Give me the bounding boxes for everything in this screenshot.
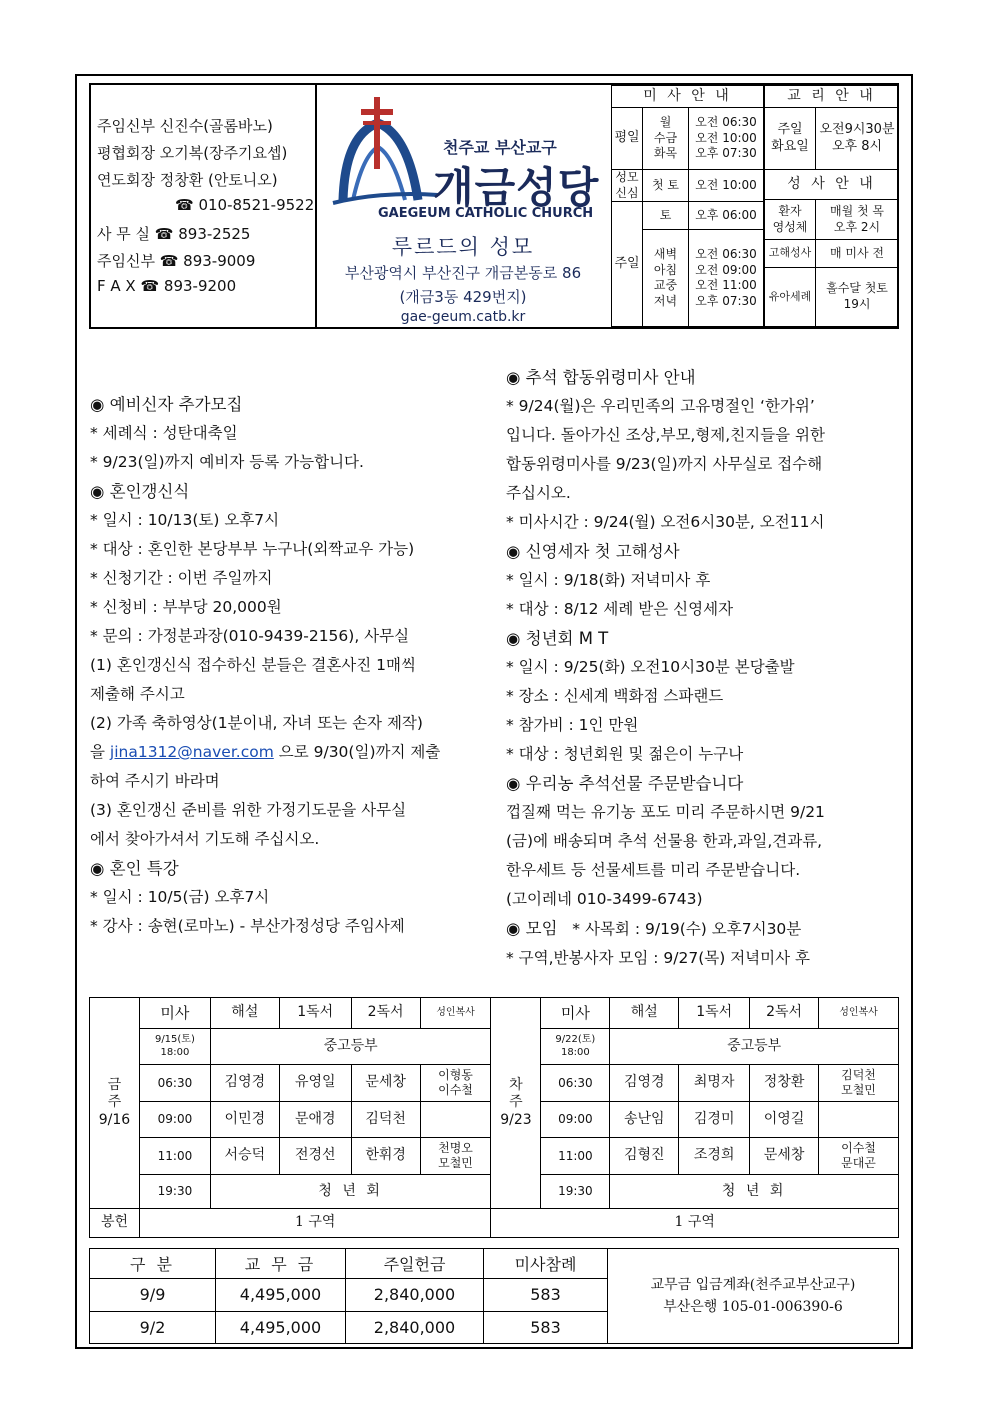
notice-line: 껍질째 먹는 유기농 포도 미리 주문하시면 9/21 — [506, 803, 825, 821]
finance-table — [89, 1248, 899, 1344]
duty-name: 조경희 — [679, 1137, 750, 1175]
right-column — [506, 363, 825, 973]
duty-name: 이수철 문대곤 — [819, 1137, 899, 1175]
time: 오전 10:00 — [695, 130, 757, 145]
notice-line: * 신청비 : 부부당 20,000원 — [90, 598, 282, 616]
education-guide-table — [764, 85, 899, 327]
mass-guide-title: 미 사 안 내 — [612, 86, 764, 108]
notice-line: * 세례식 : 성탄대축일 — [90, 424, 238, 442]
col-header: 미사 — [139, 998, 210, 1029]
email-link[interactable]: jina1312@naver.com — [109, 743, 274, 761]
notice-line: * 일시 : 9/18(화) 저녁미사 후 — [506, 571, 711, 589]
section-heading: ◉ 예비신자 추가모집 — [90, 395, 243, 414]
weekday-label: 평일 — [612, 108, 643, 170]
sick-time: 매월 첫 목 오후 2시 — [816, 200, 899, 240]
notice-line: * 문의 : 가정분과장(010-9439-2156), 사무실 — [90, 627, 410, 645]
priest-phone: 주임신부 ☎ 893-9009 — [97, 252, 256, 270]
time: 오후 07:30 — [695, 293, 757, 308]
duty-name: 김형진 — [610, 1137, 679, 1175]
col-header: 성인복사 — [819, 998, 899, 1029]
notice-line: 한우세트 등 선물세트를 미리 주문받습니다. — [506, 861, 801, 879]
col-header: 미사참례 — [484, 1249, 608, 1279]
duty-name: 서승덕 — [210, 1137, 279, 1175]
edu-times: 오전9시30분 오후 8시 — [816, 108, 899, 170]
duty-name: 최명자 — [679, 1064, 750, 1102]
dawn: 새벽 — [653, 246, 678, 261]
notice-line: (금)에 배송되며 추석 선물용 한과,과일,견과류, — [506, 832, 823, 850]
account-line: 부산은행 105-01-006390-6 — [663, 1299, 843, 1315]
time: 오전 09:00 — [695, 262, 757, 277]
section-heading: ◉ 추석 합동위령미사 안내 — [506, 368, 696, 387]
table-cell: 4,495,000 — [216, 1279, 346, 1312]
duty-group: 청 년 회 — [210, 1175, 491, 1208]
sat-label: 토 — [643, 202, 689, 230]
time: 오전 11:00 — [695, 278, 757, 293]
notice-line: * 미사시간 : 9/24(월) 오전6시30분, 오전11시 — [506, 513, 825, 531]
special-time: 오전 10:00 — [689, 170, 764, 202]
next-week-label: 차 주 9/23 — [491, 998, 541, 1209]
offering-label: 봉헌 — [90, 1208, 140, 1237]
notice-line: * 9/23(일)까지 예비자 등록 가능합니다. — [90, 453, 364, 471]
sunday-label: 주일 — [612, 202, 643, 327]
church-name: 개금성당 — [433, 163, 600, 212]
council-line: 평협회장 오기복(장주기요셉) — [97, 144, 288, 162]
notice-line: (3) 혼인갱신 준비를 위한 가정기도문을 사무실 — [90, 801, 407, 819]
day-mon: 월 — [659, 115, 672, 130]
notice-line: * 구역,반봉사자 모임 : 9/27(목) 저녁미사 후 — [506, 949, 810, 967]
duty-name: 김덕천 — [351, 1102, 420, 1137]
left-column — [90, 390, 440, 941]
offering-next: 1 구역 — [491, 1208, 899, 1237]
notice-line: 주십시오. — [506, 484, 571, 502]
duty-name: 김경미 — [679, 1102, 750, 1137]
account-line: 교무금 입금계좌(천주교부산교구) — [650, 1276, 856, 1293]
table-cell: 9/9 — [90, 1279, 216, 1312]
church-logo-icon — [323, 95, 443, 215]
meeting-line — [506, 914, 825, 944]
col-header: 성인복사 — [420, 998, 491, 1029]
notice-line: * 일시 : 10/5(금) 오후7시 — [90, 888, 270, 906]
notice-line: * 강사 : 송현(로마노) - 부산가정성당 주임사제 — [90, 917, 405, 935]
mass-time: 9/22(토) 18:00 — [541, 1029, 610, 1064]
duty-name: 김덕천 모철민 — [819, 1064, 899, 1102]
duty-group: 중고등부 — [210, 1029, 491, 1064]
duty-name: 천명오 모철민 — [420, 1137, 491, 1175]
duty-name: 유영일 — [279, 1064, 351, 1102]
col-header: 구 분 — [90, 1249, 216, 1279]
table-cell: 2,840,000 — [346, 1311, 484, 1344]
notice-line: * 일시 : 10/13(토) 오후7시 — [90, 511, 280, 529]
duty-name: 문세창 — [351, 1064, 420, 1102]
church-english-name: GAEGEUM CATHOLIC CHURCH — [378, 206, 594, 221]
day-tue-thu: 화목 — [653, 146, 678, 161]
bulletin-header — [89, 83, 899, 329]
col-header: 해설 — [210, 998, 279, 1029]
church-logo-block — [315, 85, 611, 327]
address-line2: (개금3동 429번지) — [399, 288, 527, 306]
mass-time: 11:00 — [139, 1137, 210, 1175]
duty-name: 이영길 — [750, 1102, 819, 1137]
baptism-time: 홀수달 첫토 19시 — [816, 268, 899, 327]
mass-time: 9/15(토) 18:00 — [139, 1029, 210, 1064]
duty-name: 문애경 — [279, 1102, 351, 1137]
duty-name: 이형동 이수철 — [420, 1064, 491, 1102]
notice-line: 에서 찾아가셔서 기도해 주십시오. — [90, 830, 320, 848]
fax-line: F A X ☎ 893-9200 — [97, 277, 237, 295]
office-phone: 사 무 실 ☎ 893-2525 — [97, 225, 251, 243]
mobile-line: ☎ 010-8521-9522 — [175, 196, 315, 214]
mass-time: 06:30 — [541, 1064, 610, 1102]
table-cell: 4,495,000 — [216, 1311, 346, 1344]
mass-duty-table — [89, 997, 899, 1238]
baptism-label: 유아세례 — [765, 268, 816, 327]
staff-info — [91, 85, 317, 327]
text: 을 — [90, 743, 110, 761]
notice-line: 하여 주시기 바라며 — [90, 772, 220, 790]
section-heading: ◉ 혼인 특강 — [90, 859, 179, 878]
main: 교중 — [653, 278, 678, 293]
section-heading: ◉ 청년회 M T — [506, 629, 609, 648]
notice-line: (고이레네 010-3499-6743) — [506, 890, 703, 908]
diocese-name: 천주교 부산교구 — [443, 138, 557, 157]
time: 오전 06:30 — [695, 246, 757, 261]
evening: 저녁 — [653, 293, 678, 308]
sacrament-title: 성 사 안 내 — [765, 170, 899, 200]
notice-inline: * 사목회 : 9/19(수) 오후7시30분 — [557, 920, 802, 938]
duty-group: 중고등부 — [610, 1029, 899, 1064]
special-label: 성모 신심 — [612, 170, 643, 202]
time: 오전 06:30 — [695, 115, 757, 130]
confession-time: 매 미사 전 — [816, 240, 899, 268]
special-day: 첫 토 — [643, 170, 689, 202]
patron-name: 루르드의 성모 — [391, 235, 535, 259]
notice-line: * 신청기간 : 이번 주일까지 — [90, 569, 273, 587]
mass-time: 09:00 — [541, 1102, 610, 1137]
notice-line: * 일시 : 9/25(화) 오전10시30분 본당출발 — [506, 658, 795, 676]
morning: 아침 — [653, 262, 678, 277]
notice-line: * 장소 : 신세계 백화점 스파랜드 — [506, 687, 724, 705]
offering-this: 1 구역 — [139, 1208, 491, 1237]
table-cell: 583 — [484, 1279, 608, 1312]
notice-line: * 대상 : 청년회원 및 젊은이 누구나 — [506, 745, 744, 763]
duty-name: 정창환 — [750, 1064, 819, 1102]
email-line — [90, 738, 440, 767]
sick-label: 환자 영성체 — [765, 200, 816, 240]
mass-time: 09:00 — [139, 1102, 210, 1137]
col-header: 2독서 — [750, 998, 819, 1029]
duty-name: 문세창 — [750, 1137, 819, 1175]
col-header: 교 무 금 — [216, 1249, 346, 1279]
pastor-line: 주임신부 신진수(골롬바노) — [97, 117, 273, 135]
sat-time: 오후 06:00 — [689, 202, 764, 230]
col-header: 2독서 — [351, 998, 420, 1029]
duty-name: 전경선 — [279, 1137, 351, 1175]
notice-line: * 9/24(월)은 우리민족의 고유명절인 ‘한가위’ — [506, 397, 815, 415]
notice-line: * 대상 : 8/12 세례 받은 신영세자 — [506, 600, 734, 618]
section-heading: ◉ 혼인갱신식 — [90, 482, 190, 501]
duty-name — [819, 1102, 899, 1137]
duty-name: 한휘경 — [351, 1137, 420, 1175]
edu-days: 주일 화요일 — [765, 108, 816, 170]
this-week-label: 금 주 9/16 — [90, 998, 140, 1209]
mass-time: 19:30 — [139, 1175, 210, 1208]
col-header: 1독서 — [279, 998, 351, 1029]
table-cell: 9/2 — [90, 1311, 216, 1344]
notice-line: * 참가비 : 1인 만원 — [506, 716, 639, 734]
duty-name — [420, 1102, 491, 1137]
notice-line: (2) 가족 축하영상(1분이내, 자녀 또는 손자 제작) — [90, 714, 423, 732]
section-heading: ◉ 우리농 추석선물 주문받습니다 — [506, 774, 744, 793]
table-cell: 583 — [484, 1311, 608, 1344]
col-header: 미사 — [541, 998, 610, 1029]
col-header: 해설 — [610, 998, 679, 1029]
section-heading: ◉ 모임 — [506, 919, 558, 938]
deacon-line: 연도회장 정창환 (안토니오) — [97, 171, 278, 189]
notice-line: 합동위령미사를 9/23(일)까지 사무실로 접수해 — [506, 455, 823, 473]
duty-group: 청 년 회 — [610, 1175, 899, 1208]
duty-name: 이민경 — [210, 1102, 279, 1137]
duty-name: 송난임 — [610, 1102, 679, 1137]
duty-name: 김영경 — [210, 1064, 279, 1102]
section-heading: ◉ 신영세자 첫 고해성사 — [506, 542, 680, 561]
mass-guide-table — [611, 85, 764, 327]
table-cell: 2,840,000 — [346, 1279, 484, 1312]
address-line1: 부산광역시 부산진구 개금본동로 86 — [344, 264, 582, 282]
notice-line: (1) 혼인갱신식 접수하신 분들은 결혼사진 1매씩 — [90, 656, 416, 674]
notice-line: 입니다. 돌아가신 조상,부모,형제,친지들을 위한 — [506, 426, 825, 444]
confession-label: 고해성사 — [765, 240, 816, 268]
mass-time: 19:30 — [541, 1175, 610, 1208]
time: 오후 07:30 — [695, 146, 757, 161]
account-info — [608, 1249, 899, 1344]
day-wed-fri: 수금 — [653, 130, 678, 145]
edu-guide-title: 교 리 안 내 — [765, 86, 899, 108]
duty-name: 김영경 — [610, 1064, 679, 1102]
mass-time: 06:30 — [139, 1064, 210, 1102]
notice-line: * 대상 : 혼인한 본당부부 누구나(외짝교우 가능) — [90, 540, 415, 558]
text: 으로 9/30(일)까지 제출 — [273, 743, 441, 761]
notice-line: 제출해 주시고 — [90, 685, 185, 703]
website-link[interactable]: gae-geum.catb.kr — [400, 309, 526, 325]
col-header: 1독서 — [679, 998, 750, 1029]
mass-time: 11:00 — [541, 1137, 610, 1175]
col-header: 주일헌금 — [346, 1249, 484, 1279]
